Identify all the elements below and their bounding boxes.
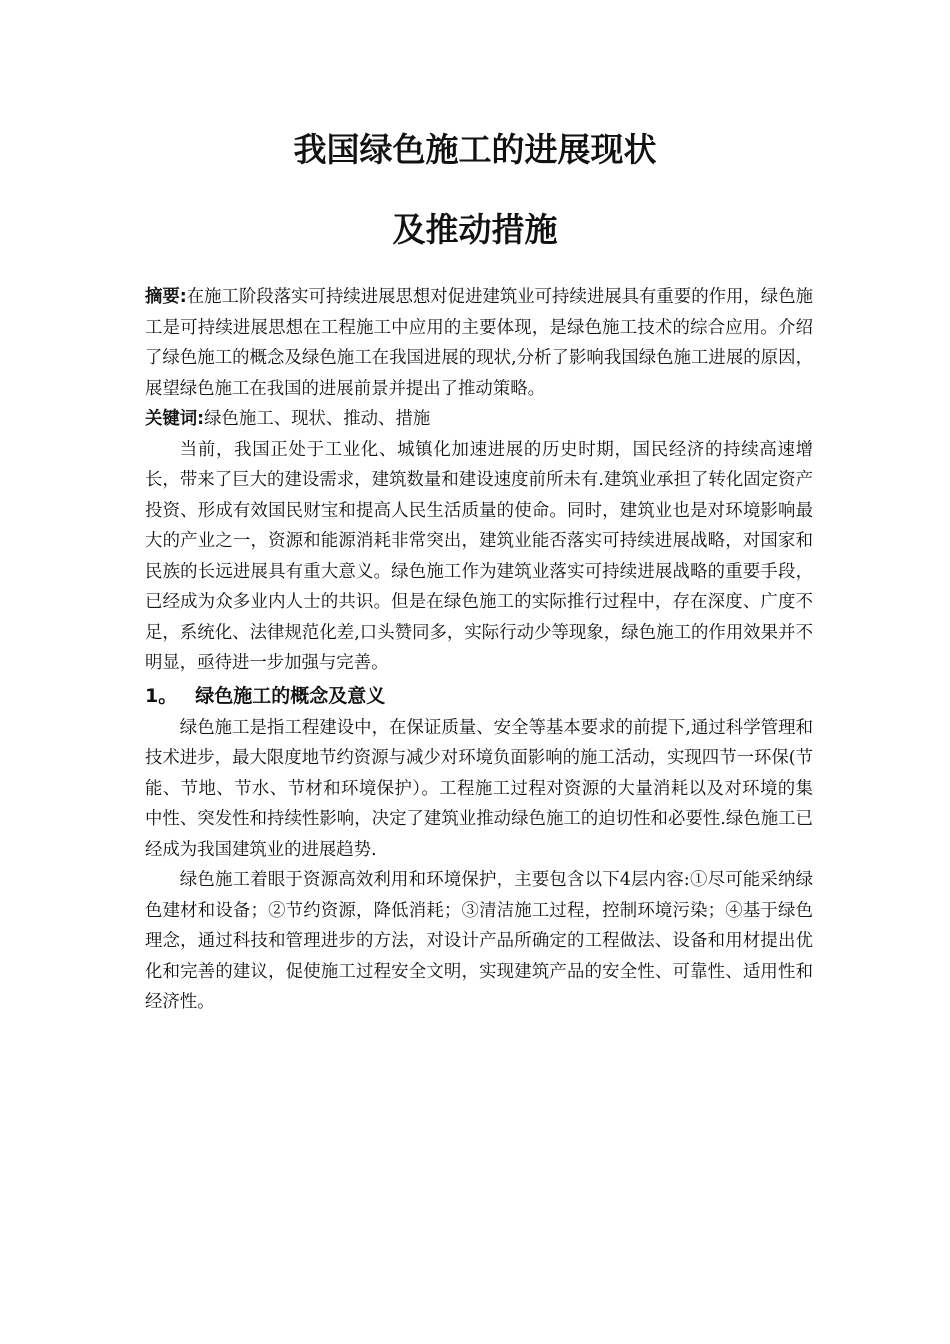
keywords-text: 绿色施工、现状、推动、措施: [204, 409, 431, 429]
section-number: 1。: [145, 684, 178, 707]
abstract-text: 在施工阶段落实可持续进展思想对促进建筑业可持续进展具有重要的作用，绿色施工是可持续进展思想在工程施工中应用的主要体现，是绿色施工技术的综合应用。介绍了绿色施工的概念及绿色施工在我国进展的现状,分析了影响我国绿色施工进展的原因，展望绿色施工在我国的进展前景并提出了推动策略。: [145, 287, 813, 399]
keywords-label: 关键词:: [145, 409, 205, 429]
section-paragraph-2: 绿色施工着眼于资源高效利用和环境保护，主要包含以下4层内容:①尽可能采纳绿色建材和设备；②节约资源，降低消耗；③清洁施工过程，控制环境污染；④基于绿色理念，通过科技和管理进步的方法，对设计产品所确定的工程做法、设备和用材提出优化和完善的建议，促使施工过程安全文明，实现建筑产品的安全性、可靠性、适用性和经济性。: [145, 870, 813, 1012]
intro-paragraph: 当前，我国正处于工业化、城镇化加速进展的历史时期，国民经济的持续高速增长，带来了巨大的建设需求，建筑数量和建设速度前所未有.建筑业承担了转化固定资产投资、形成有效国民财宝和提高人民生活质量的使命。同时，建筑业也是对环境影响最大的产业之一，资源和能源消耗非常突出，建筑业能否落实可持续进展战略，对国家和民族的长远进展具有重大意义。绿色施工作为建筑业落实可持续进展战略的重要手段，已经成为众多业内人士的共识。但是在绿色施工的实际推行过程中，存在深度、广度不足，系统化、法律规范化差,口头赞同多，实际行动少等现象，绿色施工的作用效果并不明显，亟待进一步加强与完善。: [145, 439, 813, 673]
document-title-line2: 及推动措施: [392, 210, 558, 249]
section-title: 绿色施工的概念及意义: [195, 684, 386, 707]
abstract-label: 摘要:: [145, 287, 187, 307]
keywords-paragraph: [145, 404, 813, 435]
section-paragraph-1: 绿色施工是指工程建设中，在保证质量、安全等基本要求的前提下,通过科学管理和技术进步，最大限度地节约资源与减少对环境负面影响的施工活动，实现四节一环保(节能、节地、节水、节材和环境保护）。工程施工过程对资源的大量消耗以及对环境的集中性、突发性和持续性影响，决定了建筑业推动绿色施工的迫切性和必要性.绿色施工已经成为我国建筑业的进展趋势.: [145, 717, 813, 860]
document-title-line1: 我国绿色施工的进展现状: [293, 130, 657, 169]
section-heading: [145, 679, 813, 713]
document-body: [145, 282, 813, 1018]
abstract-paragraph: [145, 282, 813, 404]
